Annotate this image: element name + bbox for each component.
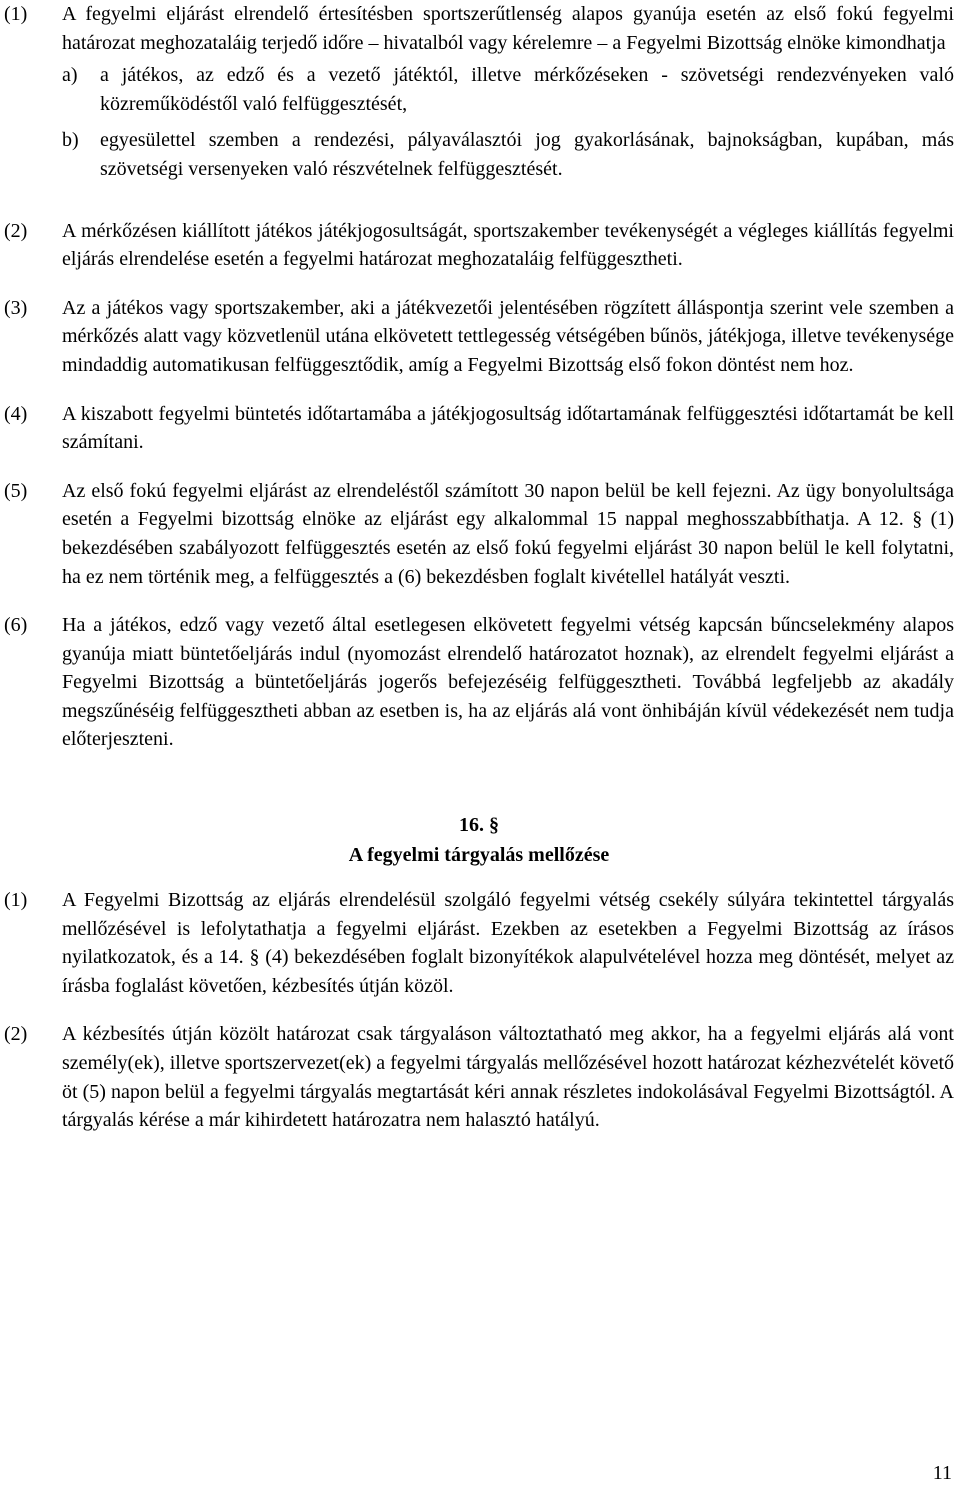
paragraph-number: (5) [4,479,28,502]
paragraph-text: Az első fokú fegyelmi eljárást az elrendeléstől számított 30 napon belül be kell fejezni. Az ügy bonyolultsága esetén a Fegyelmi bizottság elnöke az eljárást egy alkalommal 15 nappal meghosszabbíthatja. A 12. § (1) bekezdésében szabályozott felfüggesztés esetén az első fokú fegyelmi eljárást 30 napon belül le kell folytatni, ha ez nem történik meg, a felfüggesztés a (6) bekezdésben foglalt kivétellel hatályát veszti. [62,479,954,588]
paragraph-text: A Fegyelmi Bizottság az eljárás elrendelésül szolgáló fegyelmi vétség csekély súlyára tekintettel tárgyalás mellőzésével is lefolytathatja a fegyelmi eljárást. Ezekben az esetekben a Fegyelmi Bizottság az írásos nyilatkozatok, és a 14. § (4) bekezdésében foglalt bizonyítékok alapulvételével hozza meg döntését, melyet az írásba foglalást követően, kézbesítés útján közöl. [62,889,954,997]
sub-item-text: a játékos, az edző és a vezető játéktól, illetve mérkőzéseken - szövetségi rendezvényeken való közreműködéstől való felfüggesztését, [100,64,954,115]
paragraph-number: (6) [4,614,28,637]
sub-item-label: b) [62,129,79,152]
paragraph-number: (3) [4,296,28,319]
paragraph-4 [4,400,954,457]
paragraph-number: (1) [4,3,28,25]
section-number: 16. § [459,814,499,837]
paragraph-number: (4) [4,402,28,425]
sub-list [62,61,954,183]
section-heading [4,810,954,870]
paragraph-number: (2) [4,1023,28,1046]
section-16-paragraph-2 [4,1020,954,1134]
paragraph-text: A kézbesítés útján közölt határozat csak tárgyaláson változtatható meg akkor, ha a fegyelmi eljárás alá vont személy(ek), illetve sportszervezet(ek) a fegyelmi tárgyalás mellőzésével hozott határozat kézhezvételét követő öt (5) napon belül a fegyelmi tárgyalás megtartását kéri annak részletes indokolásával Fegyelmi Bizottságtól. A tárgyalás kérése a már kihirdetett határozatra nem halasztó hatályú. [62,1023,954,1132]
section-16-paragraph-1 [4,886,954,1000]
paragraph-2 [4,217,954,274]
sub-item-a [62,61,954,118]
paragraph-text: Ha a játékos, edző vagy vezető által esetlegesen elkövetett fegyelmi vétség kapcsán bűncselekmény alapos gyanúja miatt büntetőeljárás indul (nyomozást elrendelő határozatot hoznak), az elrendelt fegyelmi eljárást a Fegyelmi Bizottság a büntetőeljárás jogerős befejezéséig felfüggesztheti. Továbbá legfeljebb az akadály megszűnéséig felfüggesztheti abban az esetben is, ha az eljárás alá vont önhibáján kívül védekezését nem tudja előterjeszteni. [62,614,954,751]
page-number: 11 [932,1462,952,1484]
paragraph-number: (1) [4,889,28,912]
paragraph-6 [4,611,954,754]
paragraph-5 [4,477,954,591]
paragraph-text: A mérkőzésen kiállított játékos játékjogosultságát, sportszakember tevékenységét a végleges kiállítás fegyelmi eljárás elrendelése esetén a fegyelmi határozat meghozataláig felfüggesztheti. [62,219,954,271]
paragraph-text: A kiszabott fegyelmi büntetés időtartamába a játékjogosultság időtartamának felfüggesztési időtartamát be kell számítani. [62,402,954,454]
section-title: A fegyelmi tárgyalás mellőzése [348,844,610,867]
paragraph-number: (2) [4,219,28,242]
sub-item-label: a) [62,64,78,87]
paragraph-text: Az a játékos vagy sportszakember, aki a játékvezetői jelentésében rögzített álláspontja szerint vele szemben a mérkőzés alatt vagy közvetlenül utána elkövetett tettlegesség vétségében bűnös, játékjoga, illetve tevékenysége mindaddig automatikusan felfüggesztődik, amíg a Fegyelmi Bizottság első fokon döntést nem hoz. [62,296,954,376]
sub-item-b [62,126,954,183]
sub-item-text: egyesülettel szemben a rendezési, pályaválasztói jog gyakorlásának, bajnokságban, kupában, más szövetségi versenyeken való részvételnek felfüggesztését. [100,129,954,180]
paragraph-text: A fegyelmi eljárást elrendelő értesítésben sportszerűtlenség alapos gyanúja esetén az első fokú fegyelmi határozat meghozataláig terjedő időre – hivatalból vagy kérelemre – a Fegyelmi Bizottság elnöke kimondhatja [62,3,954,54]
paragraph-3 [4,294,954,380]
paragraph-1 [4,0,954,184]
